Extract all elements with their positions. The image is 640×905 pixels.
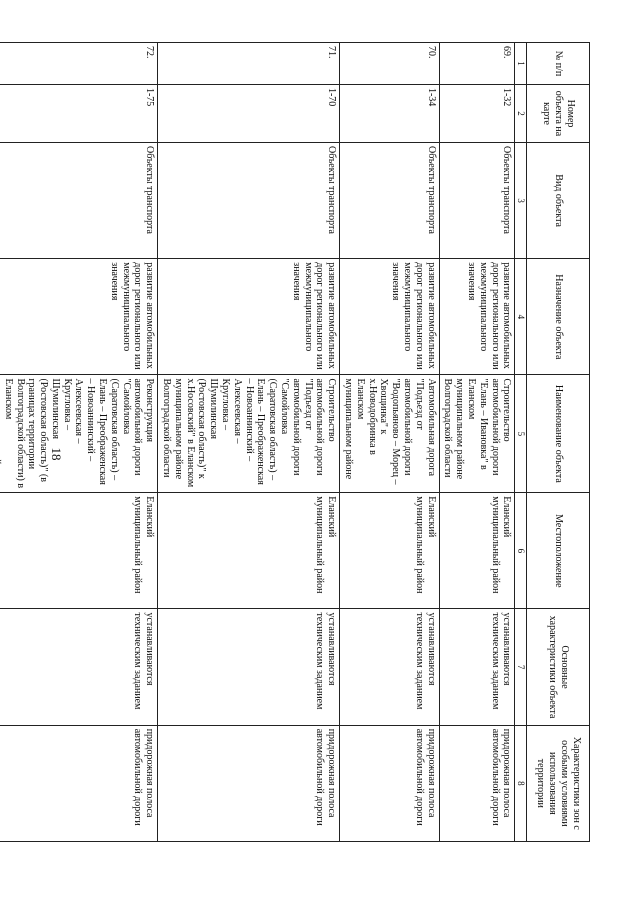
header-cell: № п/п bbox=[527, 43, 590, 85]
zone-characteristics: придорожная полоса автомобильной дороги bbox=[158, 725, 340, 841]
map-number: 1-70 bbox=[158, 84, 340, 142]
object-name: Автомобильная дорога "Подъезд от автомобильной дороги "Водопьяново – Морец – Хвощинка" к х.Новодобринка в Еланском муниципальном районе bbox=[340, 375, 439, 493]
row-index: 71. bbox=[158, 43, 340, 85]
object-kind: Объекты транспорта bbox=[340, 143, 439, 259]
header-cell: Назначение объекта bbox=[527, 259, 590, 375]
map-number: 1-34 bbox=[340, 84, 439, 142]
zone-characteristics: придорожная полоса автомобильной дороги bbox=[0, 725, 158, 841]
objects-table bbox=[0, 42, 590, 842]
object-characteristics: устанавливаются техническим заданием bbox=[0, 609, 158, 725]
header-cell: Местоположение bbox=[527, 493, 590, 609]
object-location: Еланский муниципальный район bbox=[439, 493, 515, 609]
object-location: Еланский муниципальный район bbox=[340, 493, 439, 609]
map-number: 1-32 bbox=[439, 84, 515, 142]
column-number: 8 bbox=[515, 725, 527, 841]
column-number: 5 bbox=[515, 375, 527, 493]
column-number: 6 bbox=[515, 493, 527, 609]
header-cell: Номер объекта на карте bbox=[527, 84, 590, 142]
header-cell: Характеристики зон с особыми условиями использования территории bbox=[527, 725, 590, 841]
object-purpose: развитие автомобильных дорог регионального или межмуниципального значения bbox=[0, 259, 158, 375]
table-row bbox=[340, 43, 439, 842]
table-row bbox=[158, 43, 340, 842]
object-name: Строительство автомобильной дороги "Подъезд от автомобильной дороги "Самойловка (Саратовская область) – Елань – Преображенская – Новоаннинский – Алексеевская – Кругловка – Шумилинская (Ростовская область)" к х.Носовский" в Еланском муниципальном районе Волгоградской области bbox=[158, 375, 340, 493]
row-index: 72. bbox=[0, 43, 158, 85]
table-row bbox=[0, 43, 158, 842]
column-number: 1 bbox=[515, 43, 527, 85]
object-purpose: развитие автомобильных дорог регионального или межмуниципального значения bbox=[340, 259, 439, 375]
column-number: 2 bbox=[515, 84, 527, 142]
page-number: 18 bbox=[49, 447, 64, 461]
header-cell: Основные характеристики объекта bbox=[527, 609, 590, 725]
column-number: 7 bbox=[515, 609, 527, 725]
row-index: 69. bbox=[439, 43, 515, 85]
object-kind: Объекты транспорта bbox=[439, 143, 515, 259]
table-row bbox=[439, 43, 515, 842]
row-index: 70. bbox=[340, 43, 439, 85]
column-number-row bbox=[515, 43, 527, 842]
object-location: Еланский муниципальный район bbox=[0, 493, 158, 609]
object-kind: Объекты транспорта bbox=[0, 143, 158, 259]
map-number: 1-75 bbox=[0, 84, 158, 142]
column-number: 4 bbox=[515, 259, 527, 375]
header-row bbox=[527, 43, 590, 842]
object-name: Реконструкция автомобильной дороги "Самойловка (Саратовская область) – Елань – Преображенская – Новоаннинский – Алексеевская – Кругловка – Шумилинская (Ростовская область)" (в границах территории Волгоградской области) в Еланском bbox=[0, 375, 158, 493]
object-purpose: развитие автомобильных дорог регионального или межмуниципального значения bbox=[439, 259, 515, 375]
object-characteristics: устанавливаются техническим заданием bbox=[439, 609, 515, 725]
header-cell: Вид объекта bbox=[527, 143, 590, 259]
object-kind: Объекты транспорта bbox=[158, 143, 340, 259]
zone-characteristics: придорожная полоса автомобильной дороги bbox=[340, 725, 439, 841]
object-name: Строительство автомобильной дороги "Елань – Ивановка" в Еланском муниципальном районе Волгоградской области bbox=[439, 375, 515, 493]
object-characteristics: устанавливаются техническим заданием bbox=[340, 609, 439, 725]
zone-characteristics: придорожная полоса автомобильной дороги bbox=[439, 725, 515, 841]
object-characteristics: устанавливаются техническим заданием bbox=[158, 609, 340, 725]
column-number: 3 bbox=[515, 143, 527, 259]
header-cell: Наименование объекта bbox=[527, 375, 590, 493]
object-location: Еланский муниципальный район bbox=[158, 493, 340, 609]
object-purpose: развитие автомобильных дорог регионального или межмуниципального значения bbox=[158, 259, 340, 375]
